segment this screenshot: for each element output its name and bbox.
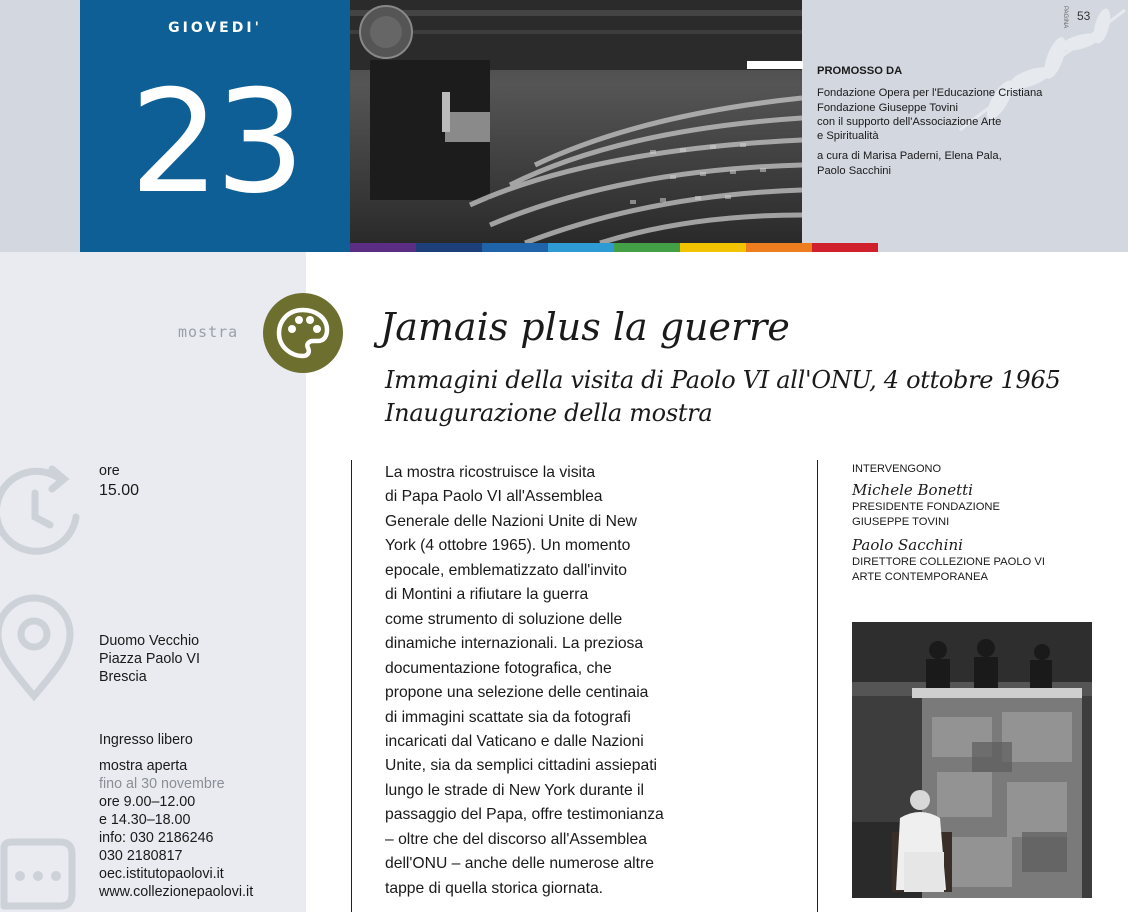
curated-line: a cura di Marisa Paderni, Elena Pala,	[817, 150, 1002, 163]
time-block	[99, 462, 139, 502]
description-line: tappe di quella storica giornata.	[385, 879, 604, 897]
entry-info: Ingresso libero	[99, 732, 193, 748]
speakers-label: INTERVENGONO	[852, 463, 942, 475]
location-line: Duomo Vecchio	[99, 633, 200, 649]
speakers-block	[852, 462, 1112, 590]
location-pin-icon	[0, 592, 82, 702]
speaker-role-line: PRESIDENTE FONDAZIONE	[852, 501, 1000, 513]
speaker-role	[852, 555, 1112, 584]
strip-segment	[680, 243, 746, 252]
location-line: Piazza Paolo VI	[99, 651, 200, 667]
assembly-hall-photo	[350, 0, 802, 243]
page-number: 53	[1077, 9, 1091, 23]
description-line: documentazione fotografica, che	[385, 659, 612, 677]
contact-phone: info: 030 2186246	[99, 830, 214, 846]
strip-segment	[614, 243, 680, 252]
speaker-role-line: ARTE CONTEMPORANEA	[852, 570, 988, 583]
subtitle-line: Immagini della visita di Paolo VI all'ONU, 4 ottobre 1965	[385, 366, 1061, 394]
speaker-name: Michele Bonetti	[852, 481, 973, 499]
day-name: GIOVEDI'	[168, 20, 262, 36]
open-label: mostra aperta	[99, 758, 188, 774]
page-word: PAGINA	[1062, 6, 1068, 29]
description-line: di Papa Paolo VI all'Assemblea	[385, 488, 603, 506]
strip-segment	[416, 243, 482, 252]
description-line: come strumento di soluzione delle	[385, 610, 623, 628]
description-line: – oltre che del discorso all'Assemblea	[385, 830, 647, 848]
speaker-role-line: DIRETTORE COLLEZIONE PAOLO VI	[852, 556, 1045, 568]
day-number: 23	[129, 60, 301, 225]
open-until: fino al 30 novembre	[99, 776, 225, 792]
contact-link[interactable]: www.collezionepaolovi.it	[99, 884, 254, 900]
clock-icon	[0, 455, 90, 565]
promoter-line: con il supporto dell'Associazione Arte	[817, 115, 1002, 128]
pope-at-un-photo	[852, 622, 1092, 898]
color-strip	[350, 243, 878, 252]
contact-phone: 030 2180817	[99, 848, 183, 864]
location-line: Brescia	[99, 669, 147, 685]
strip-segment	[746, 243, 812, 252]
promo-label: PROMOSSO DA	[817, 65, 903, 77]
description-line: dinamiche internazionali. La preziosa	[385, 635, 644, 653]
palette-icon	[263, 293, 343, 373]
promoters-block	[817, 64, 1117, 178]
contact-link[interactable]: oec.istitutopaolovi.it	[99, 866, 224, 882]
description-line: dell'ONU – anche delle numerose altre	[385, 855, 654, 873]
promoter-line: Fondazione Opera per l'Educazione Cristiana	[817, 87, 1043, 100]
description-line: di Montini a rifiutare la guerra	[385, 586, 589, 604]
time-value: 15.00	[99, 482, 140, 499]
promo-accent-bar	[747, 61, 803, 69]
chat-bubble-icon	[0, 838, 84, 912]
curated-line: Paolo Sacchini	[817, 164, 892, 177]
description-line: York (4 ottobre 1965). Un momento	[385, 537, 631, 555]
description-line: La mostra ricostruisce la visita	[385, 464, 596, 481]
description-line: Generale delle Nazioni Unite di New	[385, 512, 638, 530]
description-line: passaggio del Papa, offre testimonianza	[385, 806, 664, 824]
location-block	[99, 632, 200, 686]
date-box	[80, 0, 350, 252]
strip-segment	[482, 243, 548, 252]
strip-segment	[350, 243, 416, 252]
column-divider	[351, 460, 352, 912]
description-line: Unite, sia da semplici cittadini assiepati	[385, 757, 658, 775]
hours-line: e 14.30–18.00	[99, 812, 191, 828]
description-line: propone una selezione delle centinaia	[385, 684, 649, 702]
speaker-role-line: GIUSEPPE TOVINI	[852, 515, 950, 528]
speaker-role	[852, 500, 1112, 529]
hours-line: ore 9.00–12.00	[99, 794, 196, 810]
strip-segment	[812, 243, 878, 252]
event-title: Jamais plus la guerre	[380, 305, 790, 349]
description-line: incaricati dal Vaticano e dalle Nazioni	[385, 732, 644, 750]
description-line: di immagini scattate sia da fotografi	[385, 708, 631, 726]
column-divider	[817, 460, 818, 912]
event-description	[385, 461, 715, 901]
subtitle-line: Inaugurazione della mostra	[385, 399, 713, 427]
description-line: lungo le strade di New York durante il	[385, 781, 645, 799]
category-label: mostra	[178, 323, 239, 341]
strip-segment	[548, 243, 614, 252]
description-line: epocale, emblematizzato dall'invito	[385, 561, 627, 579]
time-label: ore	[99, 463, 120, 479]
speaker-name: Paolo Sacchini	[852, 536, 963, 554]
promoter-line: Fondazione Giuseppe Tovini	[817, 101, 958, 114]
promoter-line: e Spiritualità	[817, 130, 879, 143]
details-block	[99, 731, 253, 901]
event-subtitle	[385, 364, 1060, 430]
